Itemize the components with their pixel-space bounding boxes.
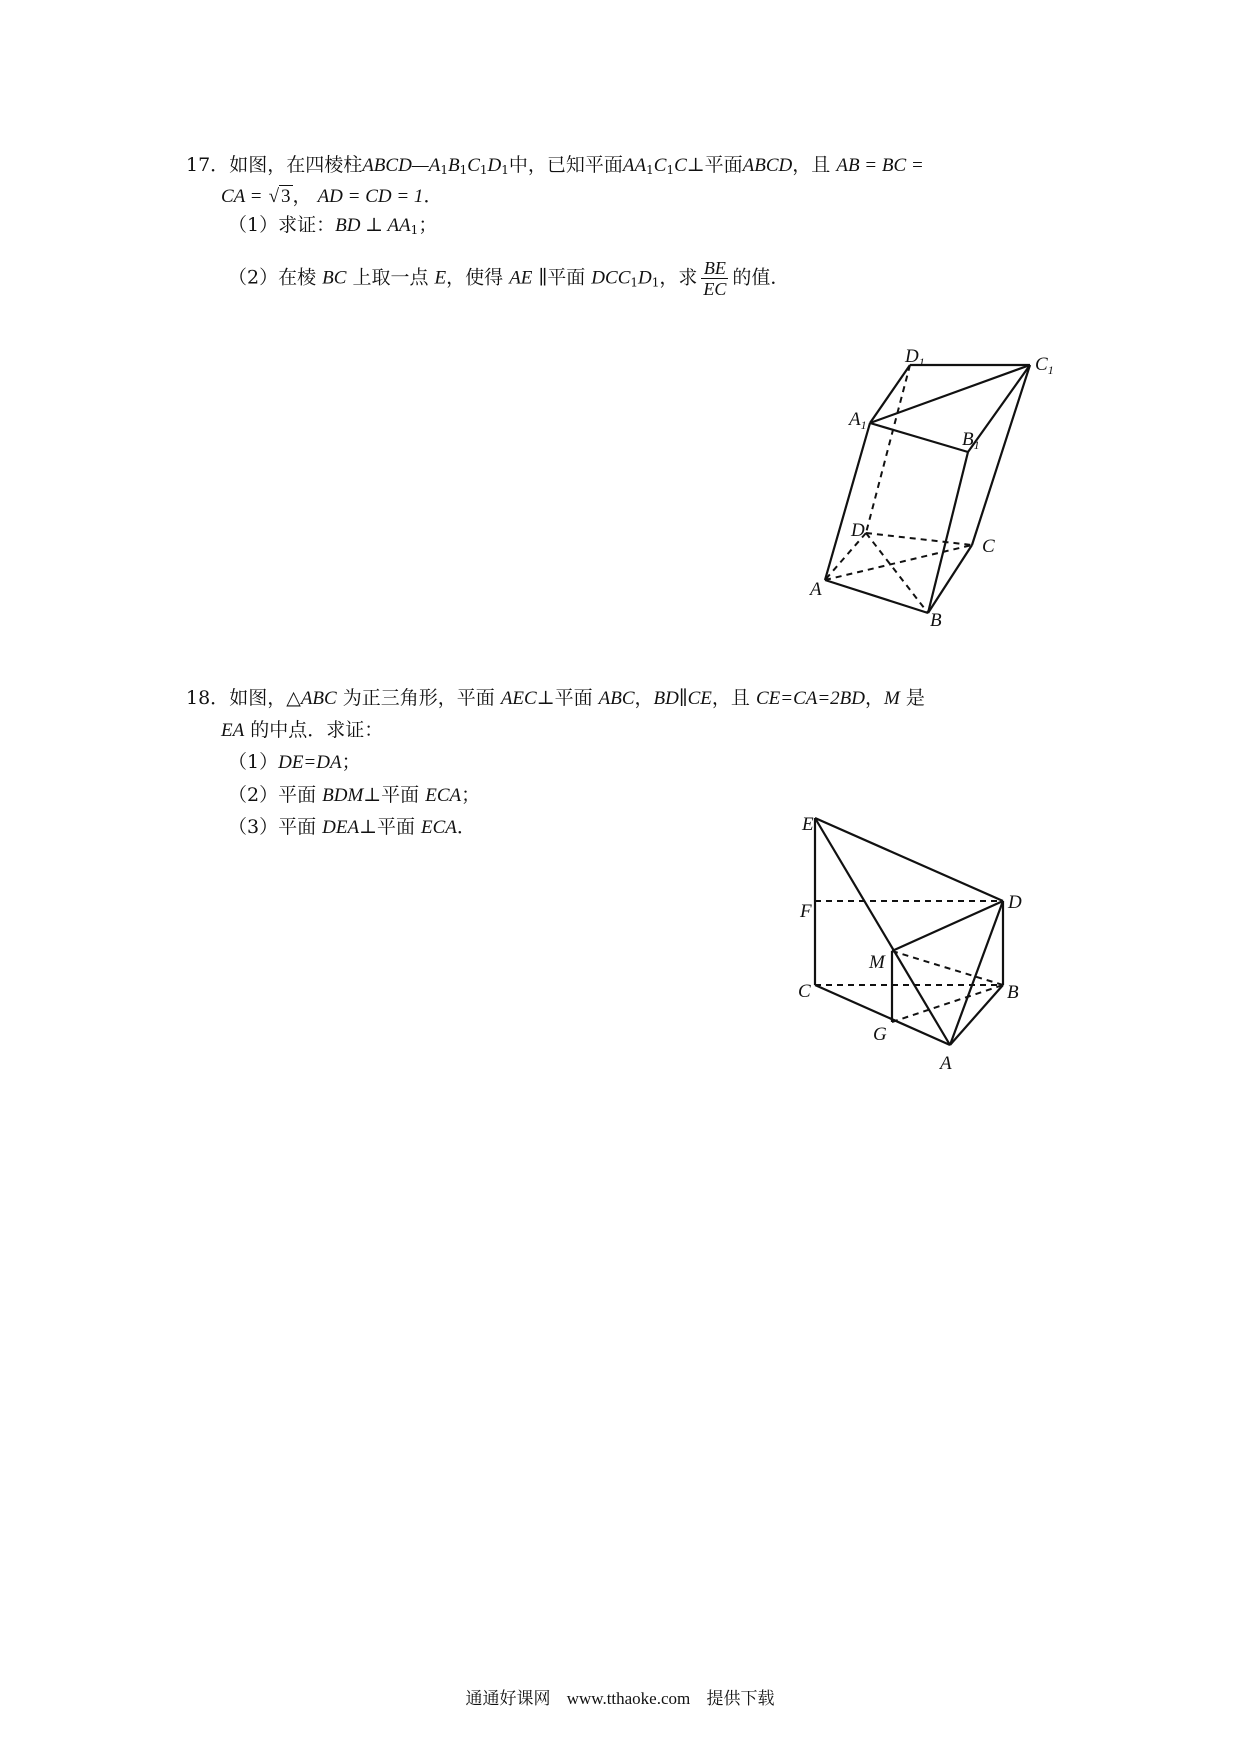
label-b: B <box>1007 982 1019 1003</box>
problem18-part1: （1）DE=DA； <box>228 751 361 773</box>
problem17-statement-cont: CA = √ 3 ， AD = CD = 1． <box>221 185 443 207</box>
edge-mb-hidden <box>892 951 1003 985</box>
label-c: C <box>982 536 995 557</box>
label-a: A <box>810 579 822 600</box>
label-b1: $B_1$ <box>962 429 980 452</box>
label-d1: $D_1$ <box>905 346 925 369</box>
label-f: F <box>800 901 812 922</box>
label-e: E <box>802 814 814 835</box>
label-m: M <box>869 952 885 973</box>
problem18-number: 18． <box>186 687 230 709</box>
label-a1: $A_1$ <box>849 409 867 432</box>
label-c1: $C_1$ <box>1035 354 1054 377</box>
label-d: D <box>851 520 865 541</box>
label-d: D <box>1008 892 1022 913</box>
label-a: A <box>940 1053 952 1074</box>
footer-site-name: 通通好课网 <box>465 1689 551 1709</box>
problem17-part1: （1）求证：BD ⊥ $AA_1$； <box>228 214 438 237</box>
edge-ea <box>815 818 950 1045</box>
problem18-part2: （2）平面 BDM⊥平面 ECA； <box>228 784 481 806</box>
problem18-statement-cont: EA 的中点．求证： <box>221 719 384 741</box>
edge-ed <box>815 818 1003 901</box>
problem17-statement: 17．如图，在四棱柱$ABCD—A_1B_1C_1D_1$中，已知平面$AA_1C_1C\perp$平面ABCD，且 AB = BC = <box>186 154 924 177</box>
footer-url[interactable]: www.tthaoke.com <box>566 1689 691 1708</box>
sqrt-three: √ 3 <box>268 186 291 207</box>
label-g: G <box>873 1024 887 1045</box>
problem18-statement: 18．如图，△ABC 为正三角形，平面 AEC⊥平面 ABC，BD∥CE，且 CE=CA=2BD，M 是 <box>186 687 925 709</box>
fraction-be-ec: $\frac{BE}{EC}$ <box>703 258 727 299</box>
label-c: C <box>798 981 811 1002</box>
problem17-part2: （2）在棱 BC 上取一点 E，使得 AE ∥平面 $DCC_1D_1$，求 $\frac{BE}{EC}$ 的值． <box>228 258 790 299</box>
edge-da <box>950 901 1003 1045</box>
problem18-part3: （3）平面 DEA⊥平面 ECA． <box>228 816 476 838</box>
problem17-number: 17． <box>186 154 230 176</box>
page-footer <box>0 1684 1240 1709</box>
label-b: B <box>930 610 942 631</box>
footer-action: 提供下载 <box>706 1689 775 1709</box>
